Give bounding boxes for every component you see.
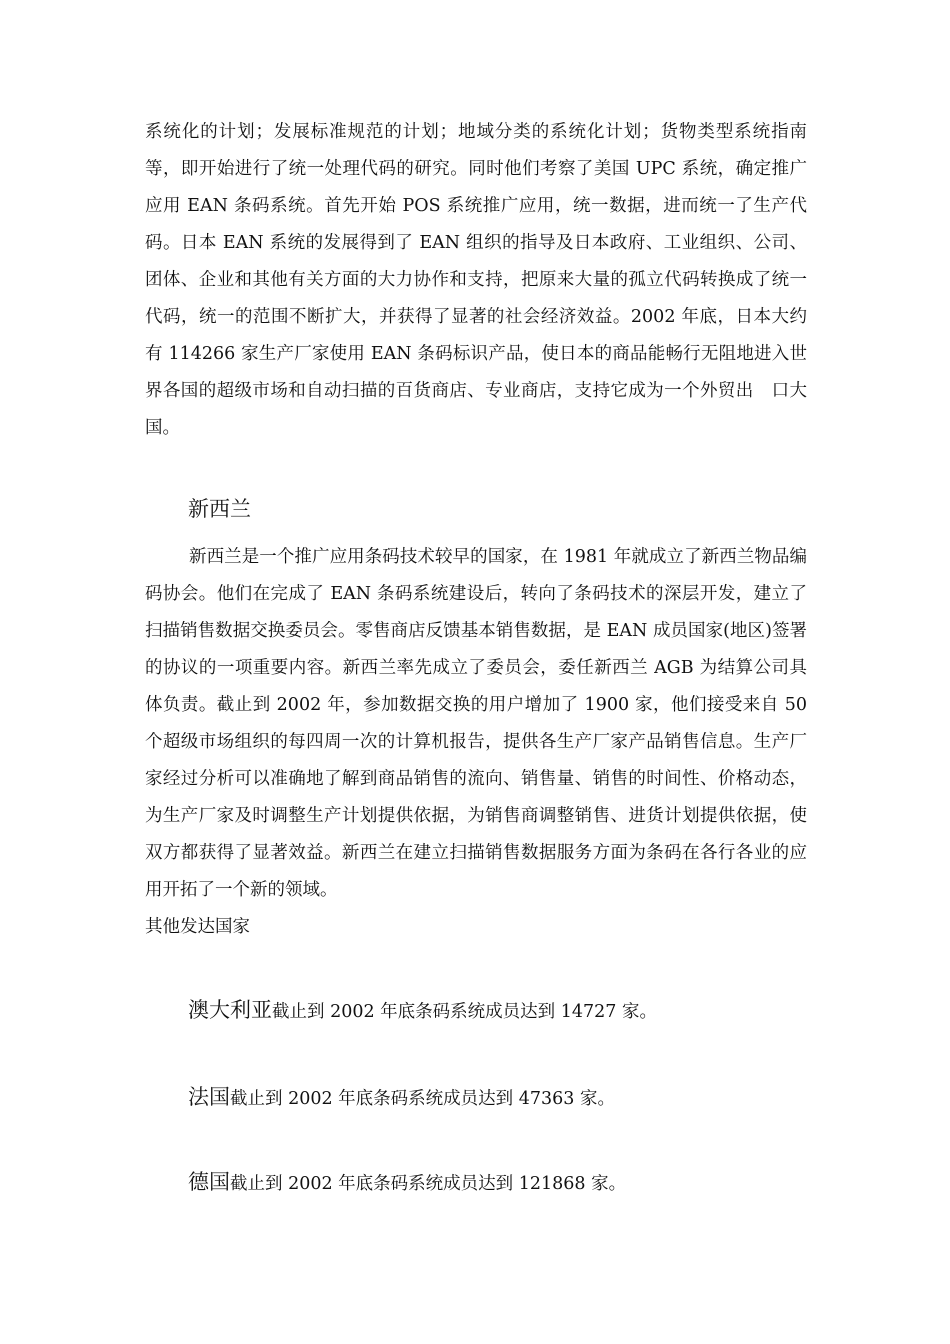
australia-text: 截止到 2002 年底条码系统成员达到 14727 家。 [272, 1002, 657, 1022]
japan-paragraph: 系统化的计划；发展标准规范的计划；地域分类的系统化计划；货物类型系统指南等，即开始进行了统一处理代码的研究。同时他们考察了美国 UPC 系统，确定推广应用 EAN 条码系统。首先开始 POS 系统推广应用，统一数据，进而统一了生产代码。日本 EAN 系统的发展得到了 EAN 组织的指导及日本政府、工业组织、公司、团体、企业和其他有关方面的大力协作和支持，把原来大量的孤立代码转换成了统一代码，统一的范围不断扩大，并获得了显著的社会经济效益。2002 年底，日本大约有 114266 家生产厂家使用 EAN 条码标识产品，使日本的商品能畅行无阻地进入世界各国的超级市场和自动扫描的百货商店、专业商店，支持它成为一个外贸出 口大国。 [145, 122, 807, 438]
australia-name: 澳大利亚 [188, 998, 272, 1022]
france-name: 法国 [188, 1085, 230, 1109]
australia-line [188, 995, 657, 1027]
france-text: 截止到 2002 年底条码系统成员达到 47363 家。 [230, 1089, 615, 1109]
other-countries-label: 其他发达国家 [145, 917, 250, 937]
germany-text: 截止到 2002 年底条码系统成员达到 121868 家。 [230, 1174, 627, 1194]
new-zealand-paragraph: 新西兰是一个推广应用条码技术较早的国家，在 1981 年就成立了新西兰物品编码协会。他们在完成了 EAN 条码系统建设后，转向了条码技术的深层开发，建立了扫描销售数据交换委员会。零售商店反馈基本销售数据，是 EAN 成员国家(地区)签署的协议的一项重要内容。新西兰率先成立了委员会，委任新西兰 AGB 为结算公司具体负责。截止到 2002 年，参加数据交换的用户增加了 1900 家，他们接受来自 50 个超级市场组织的每四周一次的计算机报告，提供各生产厂家产品销售信息。生产厂家经过分析可以准确地了解到商品销售的流向、销售量、销售的时间性、价格动态，为生产厂家及时调整生产计划提供依据，为销售商调整销售、进货计划提供依据，使双方都获得了显著效益。新西兰在建立扫描销售数据服务方面为条码在各行各业的应用开拓了一个新的领域。 [145, 547, 807, 900]
germany-line [188, 1167, 626, 1199]
france-line [188, 1082, 615, 1114]
new-zealand-heading: 新西兰 [188, 497, 251, 521]
germany-name: 德国 [188, 1170, 230, 1194]
